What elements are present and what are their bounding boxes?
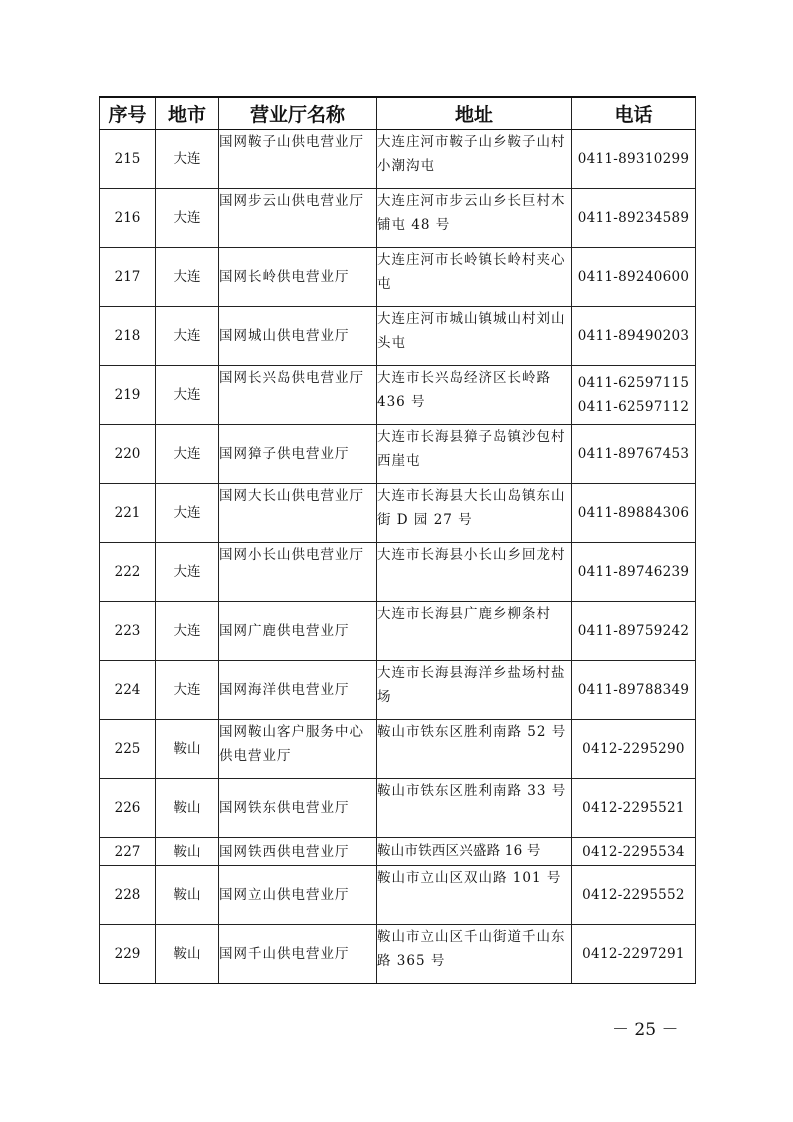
phone-number: 0412-2295552: [582, 887, 685, 903]
row-address: 大连市长海县獐子岛镇沙包村西崖屯: [377, 425, 572, 484]
row-phone: [572, 925, 696, 984]
row-address: 大连市长海县小长山乡回龙村: [377, 543, 572, 602]
phone-number: 0411-62597115: [577, 375, 690, 391]
row-address: 大连庄河市长岭镇长岭村夹心屯: [377, 248, 572, 307]
row-number: 227: [100, 838, 156, 866]
row-phone: [572, 661, 696, 720]
row-city: 鞍山: [156, 720, 219, 779]
row-hall-name: 国网步云山供电营业厅: [219, 189, 377, 248]
row-number: 228: [100, 866, 156, 925]
row-city: 大连: [156, 484, 219, 543]
row-address: 鞍山市铁东区胜利南路 33 号: [377, 779, 572, 838]
row-city: 鞍山: [156, 925, 219, 984]
phone-number: 0411-89240600: [577, 269, 690, 285]
row-hall-name: 国网铁东供电营业厅: [219, 779, 377, 838]
table-row: [100, 661, 696, 720]
row-city: 大连: [156, 130, 219, 189]
phone-number: 0411-89234589: [577, 210, 690, 226]
row-address: 鞍山市铁东区胜利南路 52 号: [377, 720, 572, 779]
row-hall-name: 国网小长山供电营业厅: [219, 543, 377, 602]
row-hall-name: 国网鞍子山供电营业厅: [219, 130, 377, 189]
row-hall-name: 国网海洋供电营业厅: [219, 661, 377, 720]
row-number: 219: [100, 366, 156, 425]
row-hall-name: 国网大长山供电营业厅: [219, 484, 377, 543]
table-row: [100, 307, 696, 366]
row-phone: [572, 425, 696, 484]
table-row: [100, 602, 696, 661]
row-hall-name: 国网千山供电营业厅: [219, 925, 377, 984]
row-hall-name: 国网长岭供电营业厅: [219, 248, 377, 307]
phone-number: 0411-89788349: [577, 682, 690, 698]
row-phone: [572, 602, 696, 661]
row-address: 鞍山市立山区千山街道千山东路 365 号: [377, 925, 572, 984]
row-number: 216: [100, 189, 156, 248]
table-row: [100, 779, 696, 838]
row-city: 大连: [156, 307, 219, 366]
row-city: 大连: [156, 189, 219, 248]
phone-number: 0412-2295521: [582, 800, 685, 816]
row-phone: [572, 838, 696, 866]
row-address: 大连庄河市鞍子山乡鞍子山村小潮沟屯: [377, 130, 572, 189]
row-phone: [572, 248, 696, 307]
row-hall-name: 国网立山供电营业厅: [219, 866, 377, 925]
row-city: 大连: [156, 366, 219, 425]
row-city: 大连: [156, 543, 219, 602]
row-number: 215: [100, 130, 156, 189]
phone-number: 0411-89767453: [577, 446, 690, 462]
row-hall-name: 国网铁西供电营业厅: [219, 838, 377, 866]
row-phone: [572, 366, 696, 425]
row-number: 221: [100, 484, 156, 543]
row-address: 大连市长海县大长山岛镇东山街 D 园 27 号: [377, 484, 572, 543]
row-phone: [572, 543, 696, 602]
row-number: 229: [100, 925, 156, 984]
row-city: 大连: [156, 602, 219, 661]
row-number: 222: [100, 543, 156, 602]
header-name: 营业厅名称: [219, 97, 377, 130]
row-number: 226: [100, 779, 156, 838]
row-phone: [572, 484, 696, 543]
table-row: [100, 130, 696, 189]
row-address: 大连庄河市步云山乡长巨村木铺屯 48 号: [377, 189, 572, 248]
row-hall-name: 国网长兴岛供电营业厅: [219, 366, 377, 425]
row-number: 224: [100, 661, 156, 720]
row-address: 鞍山市铁西区兴盛路 16 号: [377, 838, 572, 866]
row-city: 鞍山: [156, 838, 219, 866]
row-city: 大连: [156, 425, 219, 484]
row-address: 大连市长兴岛经济区长岭路 436 号: [377, 366, 572, 425]
table-row: [100, 484, 696, 543]
phone-number: 0411-89310299: [577, 151, 690, 167]
row-phone: [572, 779, 696, 838]
phone-number: 0411-89746239: [577, 564, 690, 580]
row-phone: [572, 130, 696, 189]
row-hall-name: 国网城山供电营业厅: [219, 307, 377, 366]
table-row: [100, 925, 696, 984]
table-row: [100, 720, 696, 779]
row-city: 大连: [156, 661, 219, 720]
row-number: 225: [100, 720, 156, 779]
row-address: 大连市长海县海洋乡盐场村盐场: [377, 661, 572, 720]
phone-number: 0412-2297291: [582, 946, 685, 962]
header-num: 序号: [100, 97, 156, 130]
table-row: [100, 866, 696, 925]
row-address: 大连庄河市城山镇城山村刘山头屯: [377, 307, 572, 366]
table-row: [100, 189, 696, 248]
row-hall-name: 国网鞍山客户服务中心供电营业厅: [219, 720, 377, 779]
phone-number: 0412-2295534: [582, 843, 685, 860]
header-phone: 电话: [572, 97, 696, 130]
table-header-row: [100, 97, 696, 130]
row-city: 鞍山: [156, 866, 219, 925]
row-phone: [572, 189, 696, 248]
header-city: 地市: [156, 97, 219, 130]
phone-number: 0411-89490203: [577, 328, 690, 344]
row-hall-name: 国网广鹿供电营业厅: [219, 602, 377, 661]
row-number: 218: [100, 307, 156, 366]
row-phone: [572, 866, 696, 925]
page-number: － 25 －: [612, 1020, 679, 1040]
row-hall-name: 国网獐子供电营业厅: [219, 425, 377, 484]
service-hall-table: [99, 96, 696, 984]
row-address: 鞍山市立山区双山路 101 号: [377, 866, 572, 925]
row-phone: [572, 720, 696, 779]
row-phone: [572, 307, 696, 366]
table-row: [100, 543, 696, 602]
row-number: 217: [100, 248, 156, 307]
phone-number: 0411-89884306: [577, 505, 690, 521]
header-address: 地址: [377, 97, 572, 130]
row-city: 大连: [156, 248, 219, 307]
row-number: 220: [100, 425, 156, 484]
table-row: [100, 366, 696, 425]
row-number: 223: [100, 602, 156, 661]
phone-number: 0412-2295290: [582, 741, 685, 757]
phone-number: 0411-89759242: [577, 623, 690, 639]
row-address: 大连市长海县广鹿乡柳条村: [377, 602, 572, 661]
table-row: [100, 838, 696, 866]
row-city: 鞍山: [156, 779, 219, 838]
table-row: [100, 425, 696, 484]
phone-number: 0411-62597112: [577, 399, 690, 415]
table-row: [100, 248, 696, 307]
